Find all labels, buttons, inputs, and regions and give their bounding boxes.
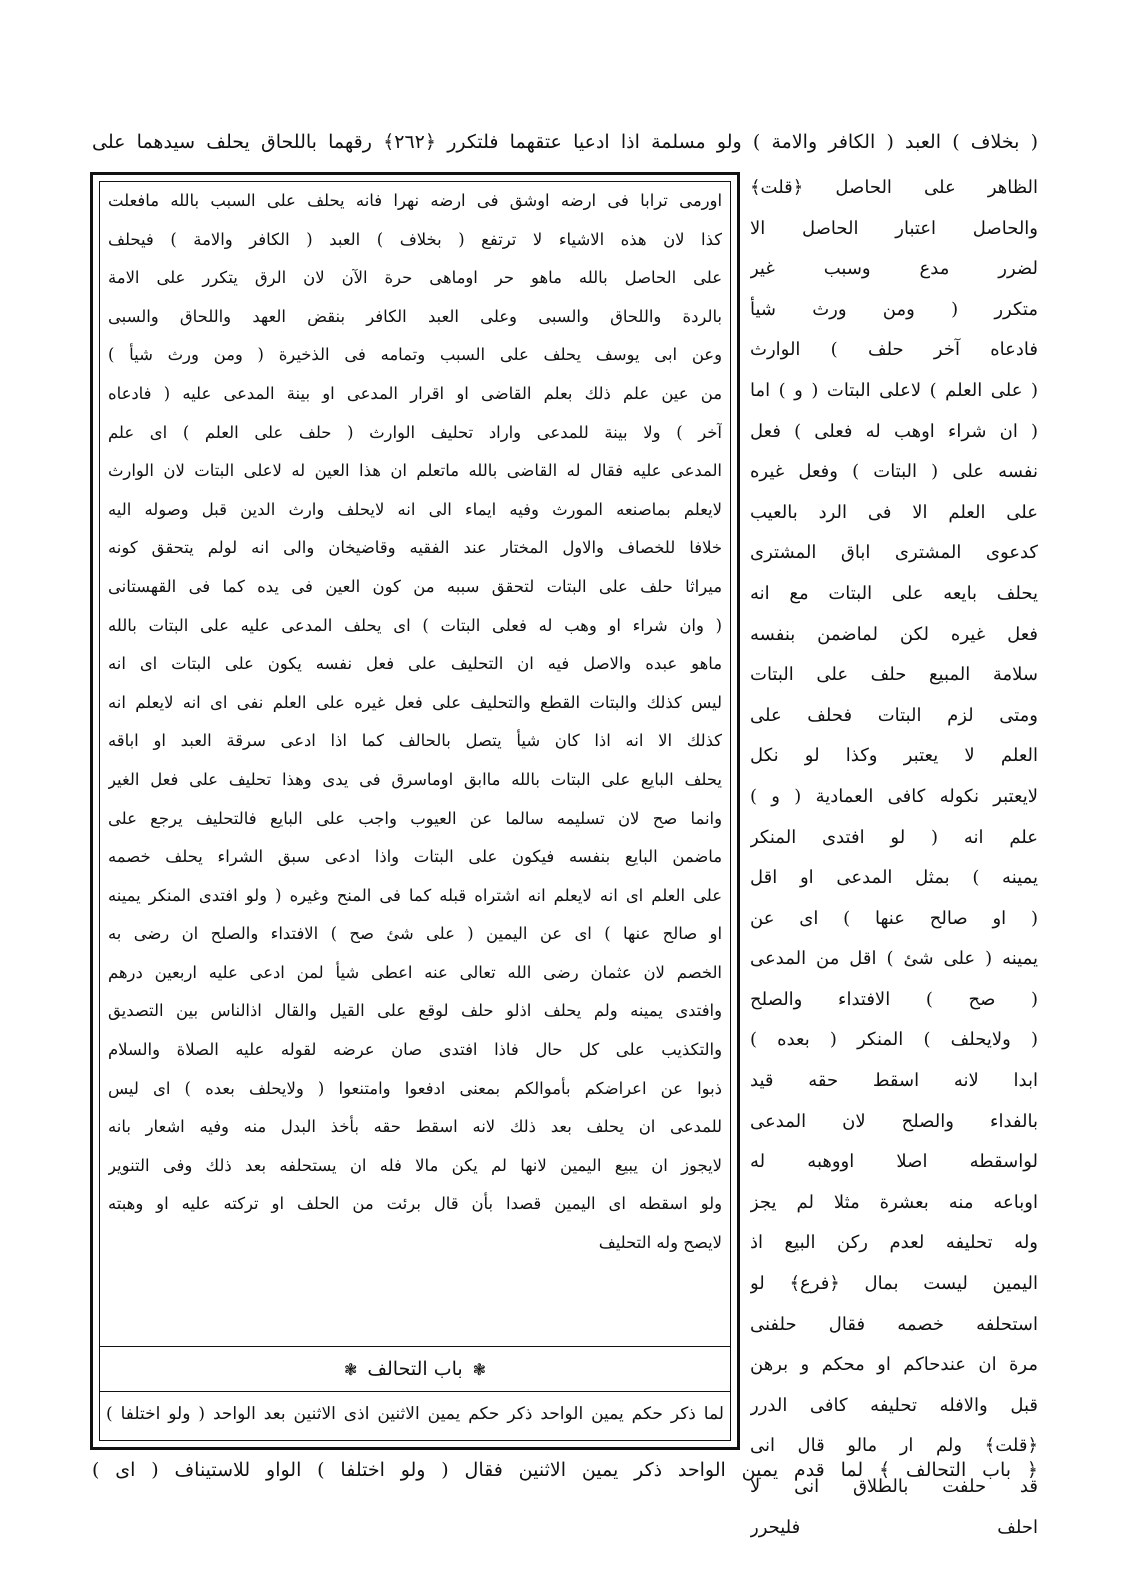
side-text-line: فعل غيره لكن لماضمن بنفسه xyxy=(750,623,1038,645)
main-text-line: ميراثا حلف على البتات لتحقق سببه من كون العين فى يده كما فى القهستانى xyxy=(108,576,722,596)
main-text-line: خلافا للخصاف والاول المختار عند الفقيه وقاضيخان والى انه لولم يتحقق كونه xyxy=(108,538,722,558)
side-text-line: قبل والافله تحليفه كافى الدرر xyxy=(750,1394,1038,1416)
side-text-line: لايعتبر نكوله كافى العمادية ( و ) xyxy=(750,785,1038,807)
main-text-line: على الحاصل بالله ماهو حر اوماهى حرة الآن لان الرق يتكرر على الامة xyxy=(108,268,722,288)
side-text-line: والحاصل اعتبار الحاصل الا xyxy=(750,217,1038,239)
side-text-line: فادعاه آخر حلف ) الوارث xyxy=(750,339,1038,361)
side-text-line: قد حلفت بالطلاق انى لا xyxy=(750,1476,1038,1497)
main-text-line: وافتدى يمينه ولم يحلف اذلو حلف لوقع على القيل والقال اذالناس بين التصديق xyxy=(108,1001,722,1021)
main-text-block xyxy=(108,182,722,1340)
side-text-line: لضرر مدع وسبب غير xyxy=(750,258,1038,280)
side-text-line: اليمين ليست بمال ﴿فرع﴾ لو xyxy=(750,1273,1038,1295)
side-text-line: متكرر ( ومن ورث شيأ xyxy=(750,298,1038,320)
main-text-line: يحلف البايع على البتات بالله ماابق اوماسرق فى يدى وهذا تحليف على فعل الغير xyxy=(108,769,722,789)
side-text-line: بالفداء والصلح لان المدعى xyxy=(750,1110,1038,1132)
side-text-line: ( على العلم ) لاعلى البتات ( و ) اما xyxy=(750,379,1038,401)
main-text-line: او صالح عنها ) اى عن اليمين ( على شئ صح ) الافتداء والصلح ان رضى به xyxy=(108,924,722,944)
main-text-line: وانما صح لان تسليمه سالما عن العيوب واجب على البايع فالتحليف يرجع على xyxy=(108,808,722,828)
side-text-line: اوباعه منه بعشرة مثلا لم يجز xyxy=(750,1191,1038,1213)
side-text-line: ( او صالح عنها ) اى عن xyxy=(750,907,1038,929)
main-text-frame xyxy=(90,172,740,1450)
main-text-line: المدعى عليه فقال له القاضى بالله ماتعلم ان هذا العين له لاعلى البتات لان الوارث xyxy=(108,461,722,481)
ornament-left-icon: ❃ xyxy=(343,1359,358,1379)
side-text-line: نفسه على ( البتات ) وفعل غيره xyxy=(750,461,1038,483)
page-footer: ﴿ باب التحالف ﴾ لما قدم يمين الواحد ذكر يمين الاثنين فقال ( ولو اختلفا ) الواو للاستيناف ( اى ) xyxy=(92,1459,1038,1481)
main-text-line: ولو اسقطه اى اليمين قصدا بأن قال برئت من الحلف او تركته عليه او وهبته xyxy=(108,1194,722,1214)
ornament-right-icon: ❃ xyxy=(472,1359,487,1379)
side-text-line: ومتى لزم البتات فحلف على xyxy=(750,704,1038,726)
side-text-line: سلامة المبيع حلف على البتات xyxy=(750,664,1038,686)
side-text-line: ( ولايحلف ) المنكر ( بعده ) xyxy=(750,1029,1038,1051)
side-text-line: كدعوى المشترى اباق المشترى xyxy=(750,542,1038,564)
side-text-line: احلف فليحرر xyxy=(750,1516,1038,1538)
chapter-intro-line: لما ذكر حكم يمين الواحد ذكر حكم يمين الاثنين اذى الاثنين بعد الواحد ( ولو اختلفا ) xyxy=(106,1404,724,1424)
side-text-line: على العلم الا فى الرد بالعيب xyxy=(750,501,1038,523)
chapter-heading xyxy=(100,1346,730,1392)
main-text-line: ذبوا عن اعراضكم بأموالكم بمعنى ادفعوا وامتنعوا ( ولايحلف بعده ) اى ليس xyxy=(108,1078,722,1098)
chapter-title: باب التحالف xyxy=(367,1358,463,1380)
main-text-line: والتكذيب على كل حال فاذا افتدى صان عرضه لقوله عليه الصلاة والسلام xyxy=(108,1040,722,1060)
main-text-line: لايعلم بماصنعه المورث وفيه ايماء الى انه لايحلف وارث الدين قبل وصوله اليه xyxy=(108,499,722,519)
side-text-line: ﴿قلت﴾ ولم ار مالو قال انى xyxy=(750,1435,1038,1457)
side-text-line: مرة ان عندحاكم او محكم و برهن xyxy=(750,1354,1038,1376)
side-text-line: يحلف بايعه على البتات مع انه xyxy=(750,582,1038,604)
main-text-line: كذا لان هذه الاشياء لا ترتفع ( بخلاف ) العبد ( الكافر والامة ) فيحلف xyxy=(108,229,722,249)
main-text-line: من عين علم ذلك بعلم القاضى او اقرار المدعى او بينة المدعى عليه ( فادعاه xyxy=(108,383,722,403)
main-text-line: للمدعى ان يحلف بعد ذلك لانه اسقط حقه بأخذ البدل منه وفيه اشعار بانه xyxy=(108,1117,722,1137)
side-text-line: يمينه ( على شئ ) اقل من المدعى xyxy=(750,948,1038,970)
main-text-line: بالردة واللحاق والسبى وعلى العبد الكافر بنقض العهد واللحاق والسبى xyxy=(108,306,722,326)
main-text-line: اورمى ترابا فى ارضه اوشق فى ارضه نهرا فانه يحلف على السبب بالله مافعلت xyxy=(108,191,722,210)
main-text-line: على العلم اى انه لايعلم انه اشتراه قبله كما فى المنح وغيره ( ولو افتدى المنكر يمينه xyxy=(108,885,722,905)
side-text-line: ( صح ) الافتداء والصلح xyxy=(750,988,1038,1010)
main-text-line: ماهو عبده والاصل فيه ان التحليف على فعل نفسه يكون على البتات اى انه xyxy=(108,654,722,674)
side-text-line: علم انه ( لو افتدى المنكر xyxy=(750,826,1038,848)
side-text-line: العلم لا يعتبر وكذا لو نكل xyxy=(750,745,1038,767)
side-text-line: ( ان شراء اوهب له فعلى ) فعل xyxy=(750,420,1038,442)
side-text-line: لواسقطه اصلا اووهبه له xyxy=(750,1151,1038,1173)
side-text-line: استحلفه خصمه فقال حلفنى xyxy=(750,1313,1038,1335)
main-text-line: وعن ابى يوسف يحلف على السبب وتمامه فى الذخيرة ( ومن ورث شيأ ) xyxy=(108,345,722,365)
main-text-line: ليس كذلك والبتات القطع والتحليف على فعل غيره على العلم نفى اى انه لايعلم انه xyxy=(108,692,722,712)
main-text-line: ماضمن البايع بنفسه فيكون على البتات واذا ادعى سبق الشراء يحلف خصمه xyxy=(108,847,722,867)
side-text-line: يمينه ) بمثل المدعى او اقل xyxy=(750,867,1038,889)
side-text-line: الظاهر على الحاصل ﴿قلت﴾ xyxy=(750,177,1038,198)
frame-inner-border xyxy=(99,181,731,1441)
side-text-line: وله تحليفه لعدم ركن البيع اذ xyxy=(750,1232,1038,1254)
side-commentary-column xyxy=(750,168,1038,1548)
main-text-line: آخر ) ولا بينة للمدعى واراد تحليف الوارث ( حلف على العلم ) اى علم xyxy=(108,422,722,442)
page-header: ( بخلاف ) العبد ( الكافر والامة ) ولو مسلمة اذا ادعيا عتقهما فلتكرر ﴿٢٦٢﴾ رقهما باللحاق يحلف سيدهما على xyxy=(92,131,1038,153)
main-text-line: الخصم لان عثمان رضى الله تعالى عنه اعطى شيأ لمن ادعى عليه اربعين درهم xyxy=(108,962,722,982)
main-text-line: لايصح وله التحليف xyxy=(598,1233,722,1253)
main-text-line: كذلك الا انه اذا كان شيأ يتصل بالحالف كما اذا ادعى سرقة العبد او اباقه xyxy=(108,731,722,751)
main-text-line: لايجوز ان يبيع اليمين لانها لم يكن مالا فله ان يستحلفه بعد ذلك وفى التنوير xyxy=(108,1155,722,1175)
side-text-line: ابدا لانه اسقط حقه قيد xyxy=(750,1070,1038,1092)
main-text-line: ( وان شراء او وهب له فعلى البتات ) اى يحلف المدعى عليه على البتات بالله xyxy=(108,615,722,635)
